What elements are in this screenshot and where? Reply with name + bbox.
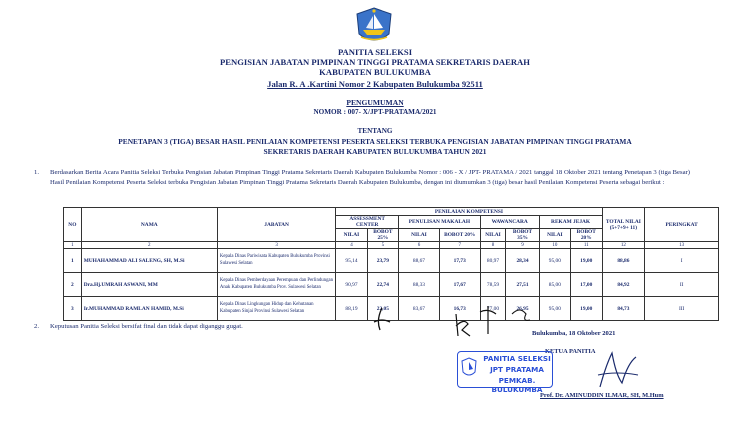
rank: II xyxy=(645,273,719,297)
paper-weighted: 16,73 xyxy=(439,297,480,321)
stamp-line-2: JPT PRATAMA xyxy=(490,365,544,374)
stamp-line-1: PANITIA SELEKSI xyxy=(483,354,551,363)
candidate-position: Kepala Dinas Lingkungan Hidup dan Kehutanan Kabupaten Sinjai Provinsi Sulawesi Selatan xyxy=(217,297,335,321)
rank: III xyxy=(645,297,719,321)
bulukumba-emblem-icon xyxy=(353,6,395,46)
address-line: Jalan R. A .Kartini Nomor 2 Kabupaten Bulukumba 92511 xyxy=(267,79,483,89)
header-paper-writing: PENULISAN MAKALAH xyxy=(399,216,481,229)
column-index: 8 xyxy=(480,242,506,249)
rank: I xyxy=(645,249,719,273)
candidate-name: MUHAHAMMAD ALI SALENG, SH, M.Si xyxy=(81,249,217,273)
header-competency: PENILAIAN KOMPETENSI xyxy=(336,208,602,216)
assessment-weighted: 22,74 xyxy=(367,273,399,297)
candidate-position: Kepala Dinas Pemberdayaan Perempuan dan Perlindungan Anak Kabupaten Bulukumba Prov. Sulawesi Selatan xyxy=(217,273,335,297)
announcement-title: PENGUMUMAN xyxy=(346,98,404,107)
signature-name: Prof. Dr. AMINUDDIN ILMAR, SH, M.Hum xyxy=(540,392,664,399)
announcement-subject-line2: SEKRETARIS DAERAH KABUPATEN BULUKUMBA TAHUN 2021 xyxy=(263,147,487,156)
column-index: 4 xyxy=(336,242,367,249)
committee-stamp xyxy=(457,351,553,394)
total-score: 88,86 xyxy=(602,249,645,273)
row-number: 1 xyxy=(64,249,82,273)
paper-score: 83,67 xyxy=(399,297,440,321)
committee-title: PANITIA SELEKSI xyxy=(337,47,413,57)
track-record-score: 85,00 xyxy=(539,273,570,297)
header-score: NILAI xyxy=(399,229,440,242)
assessment-score: 90,97 xyxy=(336,273,367,297)
announcement-number: NOMOR : 007- X/JPT-PRATAMA/2021 xyxy=(313,108,437,116)
announcement-subject-line1: PENETAPAN 3 (TIGA) BESAR HASIL PENILAIAN KOMPETENSI PESERTA SELEKSI TERBUKA PENGISIAN JABATAN PIMPINAN TINGGI PRATAMA xyxy=(118,137,632,146)
row-number: 2 xyxy=(64,273,82,297)
header-weight: BOBOT 20% xyxy=(571,229,603,242)
paper-score: 88,67 xyxy=(399,249,440,273)
track-record-score: 95,00 xyxy=(539,297,570,321)
interview-score: 77,00 xyxy=(480,297,506,321)
header-score: NILAI xyxy=(539,229,570,242)
column-index: 11 xyxy=(571,242,603,249)
candidate-name: Ir.MUHAMMAD RAMLAN HAMID, M.Si xyxy=(81,297,217,321)
assessment-score: 88,19 xyxy=(336,297,367,321)
column-index: 1 xyxy=(64,242,82,249)
column-index: 3 xyxy=(217,242,335,249)
header-rank: PERINGKAT xyxy=(645,208,719,242)
paragraph-2-text: Keputusan Panitia Seleksi bersifat final dan tidak dapat diganggu gugat. xyxy=(50,323,243,330)
column-index: 5 xyxy=(367,242,399,249)
header-assessment-center: ASSESSMENT CENTER xyxy=(336,216,399,229)
stamp-line-3: PEMKAB. BULUKUMBA xyxy=(491,376,543,394)
column-index: 6 xyxy=(399,242,440,249)
stamp-emblem-icon xyxy=(461,357,477,379)
regency-name: KABUPATEN BULUKUMBA xyxy=(319,67,431,77)
announcement-about: TENTANG xyxy=(357,127,393,135)
paragraph-1-number: 1. xyxy=(34,169,40,176)
header-name: NAMA xyxy=(81,208,217,242)
signature-title: KETUA PANITIA xyxy=(545,348,596,355)
assessment-score: 95,14 xyxy=(336,249,367,273)
committee-initials-signatures xyxy=(360,300,560,340)
column-index: 9 xyxy=(506,242,539,249)
column-index: 12 xyxy=(602,242,645,249)
assessment-weighted: 22,05 xyxy=(367,297,399,321)
header-total: TOTAL NILAI (5+7+9+ 11) xyxy=(602,208,645,242)
column-index: 2 xyxy=(81,242,217,249)
table-row xyxy=(64,249,719,273)
track-record-weighted: 17,00 xyxy=(571,273,603,297)
table-row xyxy=(64,273,719,297)
header-interview: WAWANCARA xyxy=(480,216,539,229)
paragraph-1 xyxy=(34,168,690,188)
chairman-signature xyxy=(592,345,642,395)
row-number: 3 xyxy=(64,297,82,321)
column-index: 7 xyxy=(439,242,480,249)
paper-weighted: 17,67 xyxy=(439,273,480,297)
total-score: 84,73 xyxy=(602,297,645,321)
header-weight: BOBOT 20% xyxy=(439,229,480,242)
header-position: JABATAN xyxy=(217,208,335,242)
header-weight: BOBOT 25% xyxy=(367,229,399,242)
candidate-position: Kepala Dinas Pariwisata Kabupaten Bulukumba Provinsi Sulawesi Selatan xyxy=(217,249,335,273)
total-score: 84,92 xyxy=(602,273,645,297)
paper-weighted: 17,73 xyxy=(439,249,480,273)
header-weight: BOBOT 35% xyxy=(506,229,539,242)
track-record-score: 95,00 xyxy=(539,249,570,273)
paper-score: 88,33 xyxy=(399,273,440,297)
track-record-weighted: 19,00 xyxy=(571,249,603,273)
header-track-record: REKAM JEJAK xyxy=(539,216,602,229)
interview-weighted: 28,34 xyxy=(506,249,539,273)
committee-subtitle: PENGISIAN JABATAN PIMPINAN TINGGI PRATAMA SEKRETARIS DAERAH xyxy=(220,57,530,67)
header-no: NO xyxy=(64,208,82,242)
paragraph-1-text: Berdasarkan Berita Acara Panitia Seleksi Terbuka Pengisian Jabatan Pimpinan Tinggi Pratama Sekretaris Daerah Kabupaten Bulukumba Nomor : 006 - X / JPT- PRATAMA / 2021 tanggal 18 Oktober 2021 tentang Penetapan 3 (tiga Besar) Hasil Penilaian Kompetensi Peserta Seleksi terbuka Pengisian Jabatan Pimpinan Tinggi Pratama Sekretaris Daerah Kabupaten Bulukumba, dengan ini diumumkan 3 (tiga) besar hasil Penilaian Kompetensi Peserta sebagai berikut : xyxy=(50,169,690,186)
track-record-weighted: 19,00 xyxy=(571,297,603,321)
column-index: 13 xyxy=(645,242,719,249)
candidate-name: Dra.Hj.UMRAH ASWANI, MM xyxy=(81,273,217,297)
column-index-row xyxy=(64,242,719,249)
header-score: NILAI xyxy=(480,229,506,242)
signature-date: Bulukumba, 18 Oktober 2021 xyxy=(532,330,616,337)
interview-weighted: 27,51 xyxy=(506,273,539,297)
header-score: NILAI xyxy=(336,229,367,242)
paragraph-2-number: 2. xyxy=(34,323,40,330)
interview-score: 78,59 xyxy=(480,273,506,297)
interview-weighted: 26,95 xyxy=(506,297,539,321)
column-index: 10 xyxy=(539,242,570,249)
interview-score: 80,97 xyxy=(480,249,506,273)
assessment-weighted: 23,79 xyxy=(367,249,399,273)
